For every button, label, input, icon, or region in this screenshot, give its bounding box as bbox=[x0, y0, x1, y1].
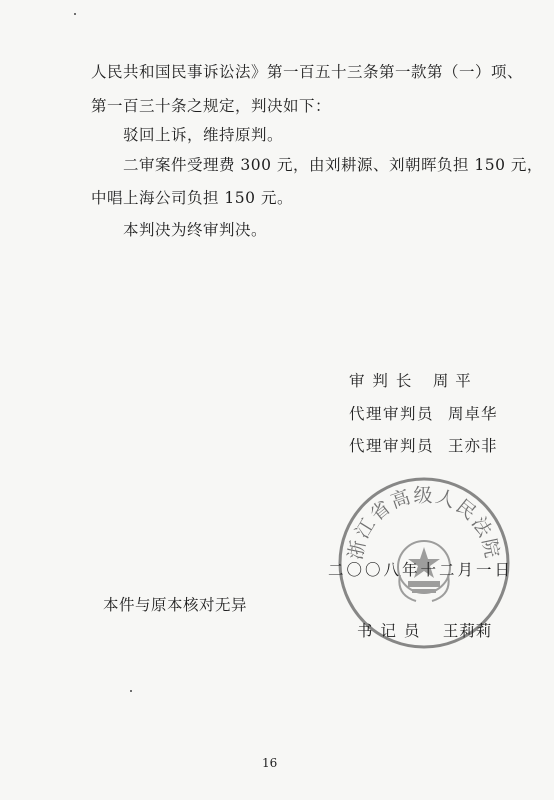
page-number: 16 bbox=[262, 756, 278, 770]
body-line-3: 驳回上诉，维持原判。 bbox=[123, 126, 284, 144]
clerk-role: 书 记 员 bbox=[357, 622, 421, 640]
body-line-5: 中唱上海公司负担 150 元。 bbox=[91, 189, 293, 207]
acting-judge-1-role: 代理审判员 bbox=[349, 405, 435, 423]
seal-text: 浙江省高级人民法院 bbox=[344, 484, 504, 562]
body-line-6: 本判决为终审判决。 bbox=[123, 221, 268, 239]
clerk-signature bbox=[357, 619, 492, 641]
chief-judge-name: 周 平 bbox=[432, 372, 472, 390]
chief-judge-signature bbox=[349, 369, 472, 391]
acting-judge-2-role: 代理审判员 bbox=[349, 437, 435, 455]
acting-judge-2-signature bbox=[349, 434, 498, 456]
scan-speck bbox=[130, 690, 132, 692]
acting-judge-1-name: 周卓华 bbox=[448, 405, 498, 423]
clerk-name: 王莉莉 bbox=[442, 622, 493, 640]
scan-speck bbox=[74, 13, 76, 15]
acting-judge-1-signature bbox=[349, 402, 498, 424]
certification-note: 本件与原本核对无异 bbox=[103, 596, 248, 614]
judgment-date: 二〇〇八年十二月一日 bbox=[328, 561, 514, 579]
body-line-1: 人民共和国民事诉讼法》第一百五十三条第一款第（一）项、 bbox=[91, 63, 524, 81]
acting-judge-2-name: 王亦非 bbox=[448, 437, 498, 455]
chief-judge-role: 审 判 长 bbox=[349, 372, 413, 390]
body-line-2: 第一百三十条之规定，判决如下： bbox=[91, 97, 332, 115]
body-line-4: 二审案件受理费 300 元，由刘耕源、刘朝晖负担 150 元， bbox=[123, 156, 543, 174]
